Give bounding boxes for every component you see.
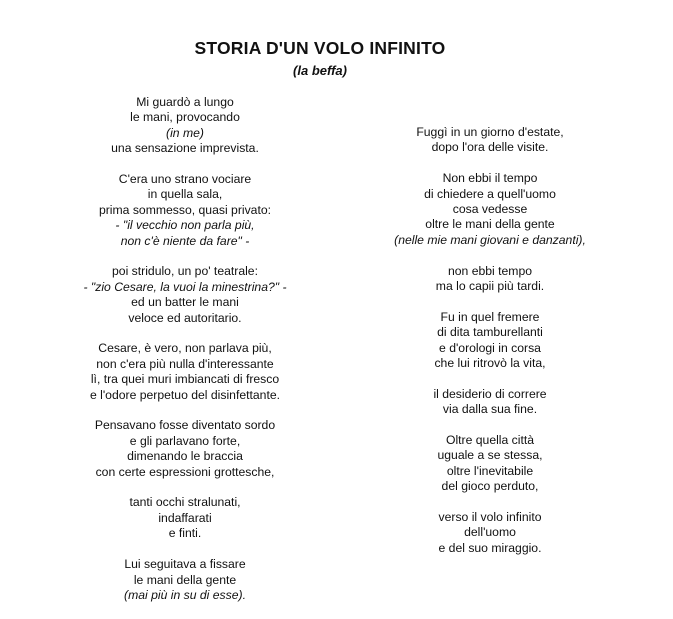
- stanza: [380, 264, 600, 295]
- stanza: [0, 495, 370, 541]
- poem-line: Fu in quel fremere: [440, 309, 540, 324]
- poem-line: e gli parlavano forte,: [129, 433, 241, 448]
- poem-title: STORIA D'UN VOLO INFINITO: [194, 38, 446, 58]
- poem-line: ma lo capii più tardi.: [435, 279, 545, 294]
- poem-line: cosa vedesse: [452, 202, 528, 217]
- poem-line: dell'uomo: [464, 525, 516, 540]
- stanza: [0, 418, 370, 480]
- poem-line: e del suo miraggio.: [438, 540, 542, 555]
- stanza: [380, 171, 600, 248]
- poem-line: e finti.: [168, 526, 202, 541]
- poem-line: via dalla sua fine.: [442, 402, 538, 417]
- stanza: [380, 310, 600, 372]
- poem-column-right: [380, 125, 600, 572]
- poem-line: - "il vecchio non parla più,: [115, 218, 255, 233]
- poem-line: (mai più in su di esse).: [124, 587, 246, 602]
- poem-line: Non ebbi il tempo: [442, 171, 538, 186]
- poem-line: di dita tamburellanti: [437, 325, 543, 340]
- stanza: [0, 264, 370, 326]
- poem-line: verso il volo infinito: [438, 510, 542, 525]
- poem-line: poi stridulo, un po' teatrale:: [112, 264, 258, 279]
- stanza: [380, 125, 600, 156]
- poem-line: (nelle mie mani giovani e danzanti),: [394, 232, 586, 247]
- poem-line: le mani, provocando: [130, 110, 240, 125]
- poem-line: uguale a se stessa,: [437, 448, 543, 463]
- poem-line: dopo l'ora delle visite.: [431, 140, 549, 155]
- poem-line: C'era uno strano vociare: [118, 172, 252, 187]
- poem-line: - "zio Cesare, la vuoi la minestrina?" -: [83, 279, 287, 294]
- poem-line: veloce ed autoritario.: [128, 310, 242, 325]
- poem-line: le mani della gente: [133, 572, 237, 587]
- poem-line: oltre l'inevitabile: [446, 463, 534, 478]
- stanza: [380, 510, 600, 556]
- poem-line: prima sommesso, quasi privato:: [98, 202, 272, 217]
- poem-subtitle: (la beffa): [293, 63, 347, 78]
- poem-line: Fuggì in un giorno d'estate,: [416, 125, 564, 139]
- stanza: [0, 557, 370, 603]
- poem-line: una sensazione imprevista.: [111, 141, 259, 156]
- poem-line: non c'era più nulla d'interessante: [96, 356, 274, 371]
- poem-line: (in me): [166, 125, 204, 140]
- poem-line: e d'orologi in corsa: [439, 340, 541, 355]
- poem-line: oltre le mani della gente: [425, 217, 555, 232]
- poem-line: non c'è niente da fare" -: [120, 233, 250, 248]
- poem-line: lì, tra quei muri imbiancati di fresco: [90, 372, 280, 387]
- stanza: [0, 95, 370, 157]
- stanza: [0, 172, 370, 249]
- poem-line: dimenando le braccia: [127, 449, 243, 464]
- poem-line: Oltre quella città: [445, 433, 535, 448]
- stanza: [380, 387, 600, 418]
- poem-line: di chiedere a quell'uomo: [424, 186, 556, 201]
- poem-line: indaffarati: [158, 510, 212, 525]
- poem-line: ed un batter le mani: [131, 295, 239, 310]
- poem-line: del gioco perduto,: [441, 479, 539, 494]
- stanza: [0, 341, 370, 403]
- poem-line: Pensavano fosse diventato sordo: [94, 418, 276, 433]
- poem-column-left: [0, 95, 370, 619]
- poem-line: Lui seguitava a fissare: [124, 557, 246, 572]
- stanza: [380, 433, 600, 495]
- poem-line: con certe espressioni grottesche,: [95, 464, 275, 479]
- poem-line: che lui ritrovò la vita,: [434, 356, 546, 371]
- poem-line: il desiderio di correre: [433, 386, 547, 401]
- poem-line: e l'odore perpetuo del disinfettante.: [89, 387, 280, 402]
- poem-line: in quella sala,: [147, 187, 223, 202]
- poem-line: non ebbi tempo: [447, 263, 533, 278]
- poem-line: Cesare, è vero, non parlava più,: [98, 341, 272, 356]
- poem-line: tanti occhi stralunati,: [129, 495, 241, 510]
- poem-line: Mi guardò a lungo: [136, 95, 234, 109]
